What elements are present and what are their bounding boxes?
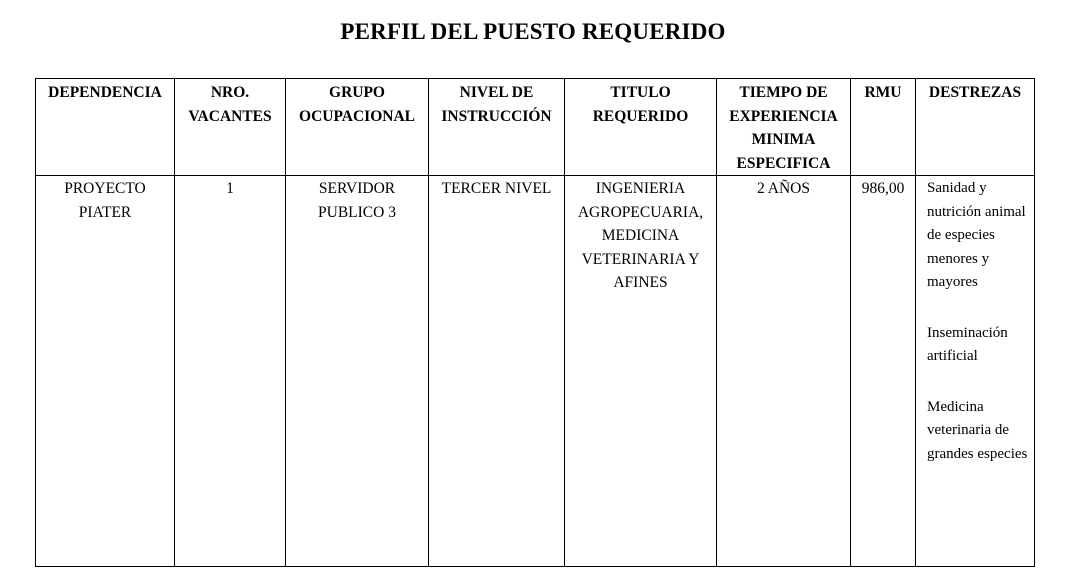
header-titulo-requerido	[565, 79, 717, 176]
table-row	[36, 176, 1035, 567]
cell-grupo-ocupacional-value: SERVIDOR PUBLICO 3	[318, 180, 396, 221]
cell-tiempo-experiencia	[717, 176, 851, 567]
cell-rmu	[851, 176, 916, 567]
header-dependencia-label: DEPENDENCIA	[48, 84, 162, 101]
skill-item: Inseminación artificial	[927, 324, 1008, 364]
cell-dependencia-value: PROYECTO PIATER	[64, 180, 146, 221]
header-grupo-ocupacional	[286, 79, 429, 176]
cell-tiempo-experiencia-value: 2 AÑOS	[757, 180, 810, 197]
table-header-row	[36, 79, 1035, 176]
cell-vacantes-value: 1	[226, 180, 234, 197]
cell-nivel-instruccion	[429, 176, 565, 567]
cell-titulo-requerido-value: INGENIERIA AGROPECUARIA, MEDICINA VETERINARIA Y AFINES	[577, 180, 704, 291]
cell-grupo-ocupacional	[286, 176, 429, 567]
header-rmu	[851, 79, 916, 176]
cell-vacantes	[175, 176, 286, 567]
skill-item: Sanidad y nutrición animal de especies menores y mayores	[927, 180, 1026, 290]
header-titulo-requerido-label: TITULO REQUERIDO	[592, 84, 689, 125]
header-nivel-instruccion	[429, 79, 565, 176]
header-dependencia	[36, 79, 175, 176]
cell-nivel-instruccion-value: TERCER NIVEL	[441, 180, 552, 197]
header-grupo-ocupacional-label: GRUPO OCUPACIONAL	[299, 84, 415, 125]
job-profile-table	[35, 78, 1035, 567]
header-tiempo-experiencia-label: TIEMPO DE EXPERIENCIA MINIMA ESPECIFICA	[729, 84, 838, 172]
header-vacantes	[175, 79, 286, 176]
cell-destrezas	[916, 176, 1035, 567]
document-title: PERFIL DEL PUESTO REQUERIDO	[340, 19, 726, 44]
header-destrezas-label: DESTREZAS	[928, 84, 1022, 101]
header-rmu-label: RMU	[864, 84, 902, 101]
header-vacantes-label: NRO. VACANTES	[188, 84, 272, 125]
header-nivel-instruccion-label: NIVEL DE INSTRUCCIÓN	[441, 84, 552, 125]
header-tiempo-experiencia	[717, 79, 851, 176]
cell-rmu-value: 986,00	[861, 180, 905, 197]
header-destrezas	[916, 79, 1035, 176]
cell-dependencia	[36, 176, 175, 567]
cell-titulo-requerido	[565, 176, 717, 567]
skill-item: Medicina veterinaria de grandes especies	[927, 398, 1028, 462]
